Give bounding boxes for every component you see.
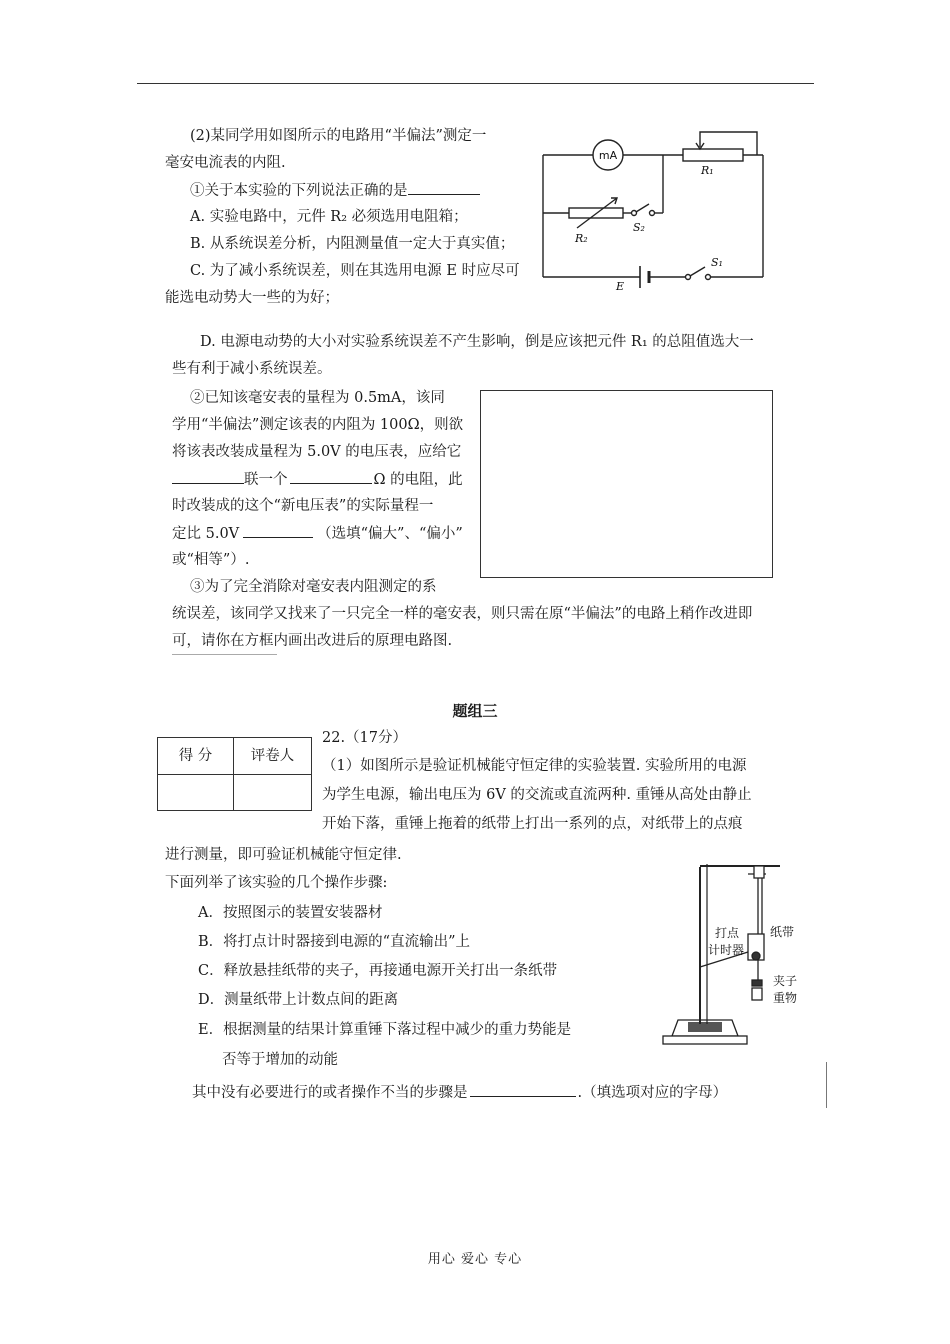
scan-line-fragment — [172, 654, 277, 655]
r1-label: R₁ — [701, 164, 714, 177]
q22-line-3: 开始下落，重锤上拖着的纸带上打出一系列的点，对纸带上的点痕 — [322, 816, 743, 832]
option-b: B. 从系统误差分析，内阻测量值一定大于真实值； — [190, 236, 515, 252]
step-e-line-1: E．根据测量的结果计算重锤下落过程中减少的重力势能是 — [198, 1022, 572, 1038]
q3-line-2: 统误差，该同学又找来了一只完全一样的毫安表，则只需在原“半偏法”的电路上稍作改进即 — [172, 606, 753, 622]
q2-line-7: 或“相等”）. — [172, 552, 250, 568]
q22-line-2: 为学生电源，输出电压为 6V 的交流或直流两种. 重锤从高处由静止 — [322, 787, 752, 803]
s2-label: S₂ — [633, 221, 645, 234]
weight-label: 重物 — [773, 991, 798, 1005]
e-label: E — [616, 280, 625, 293]
score-table — [157, 737, 312, 811]
step-c: C．释放悬挂纸带的夹子，再接通电源开关打出一条纸带 — [198, 963, 558, 979]
q2-line-1: ②已知该毫安表的量程为 0.5mA，该同 — [190, 390, 445, 406]
score-cell[interactable] — [158, 775, 233, 810]
q22-line-4: 进行测量，即可验证机械能守恒定律. — [165, 847, 402, 863]
section-title: 题组三 — [452, 702, 498, 720]
answer-blank-range[interactable] — [243, 523, 313, 538]
grader-cell[interactable] — [234, 775, 311, 810]
question-1: ①关于本实验的下列说法正确的是 — [190, 180, 480, 201]
answer-blank-q1[interactable] — [408, 180, 480, 195]
step-b: B．将打点计时器接到电源的“直流输出”上 — [198, 934, 470, 950]
q2-line-3: 将该表改装成量程为 5.0V 的电压表，应给它 — [172, 444, 462, 460]
clip-label: 夹子 — [773, 974, 798, 988]
circuit-drawing-box[interactable] — [480, 390, 773, 578]
intro-line-1: (2)某同学用如图所示的电路用“半偏法”测定一 — [190, 128, 487, 144]
scan-edge-line — [826, 1062, 827, 1108]
tape-label: 纸带 — [770, 925, 795, 939]
timer-label-line-1: 打点 — [715, 926, 740, 940]
q2-line-6: 定比 5.0V （选填“偏大”、“偏小” — [172, 523, 463, 544]
step-e-line-2: 否等于增加的动能 — [222, 1052, 338, 1068]
free-fall-apparatus-figure — [660, 852, 810, 1062]
r2-label: R₂ — [575, 232, 588, 245]
q3-line-1: ③为了完全消除对毫安表内阻测定的系 — [190, 579, 437, 595]
step-d: D．测量纸带上计数点间的距离 — [198, 992, 399, 1008]
intro-line-2: 毫安电流表的内阻. — [165, 155, 286, 171]
header-rule — [137, 83, 814, 84]
grader-header: 评卷人 — [250, 748, 295, 764]
q22-number: 22.（17分） — [322, 730, 408, 746]
q22-line-1: （1）如图所示是验证机械能守恒定律的实验装置. 实验所用的电源 — [322, 758, 747, 774]
q2-line-4: 联一个 Ω 的电阻，此 — [172, 469, 463, 490]
page-footer: 用心 爱心 专心 — [427, 1252, 523, 1267]
score-header: 得 分 — [178, 748, 213, 764]
answer-blank-connection[interactable] — [172, 469, 244, 484]
option-c-line-1: C. 为了减小系统误差，则在其选用电源 E 时应尽可 — [190, 263, 520, 279]
answer-blank-steps[interactable] — [470, 1082, 576, 1097]
s1-label: S₁ — [711, 256, 723, 269]
q22-line-5: 下面列举了该实验的几个操作步骤: — [165, 875, 388, 891]
option-d-line-2: 些有利于减小系统误差。 — [172, 361, 332, 377]
option-c-line-2: 能选电动势大一些的为好； — [165, 290, 339, 306]
option-a: A. 实验电路中，元件 R₂ 必须选用电阻箱； — [190, 209, 468, 225]
half-deflection-circuit-diagram — [535, 118, 775, 298]
option-d-line-1: D. 电源电动势的大小对实验系统误差不产生影响，倒是应该把元件 R₁ 的总阻值选大一 — [200, 334, 754, 350]
q22-answer-line: 其中没有必要进行的或者操作不当的步骤是 .（填选项对应的字母） — [192, 1082, 727, 1103]
q3-line-3: 可，请你在方框内画出改进后的原理电路图. — [172, 633, 453, 649]
milliammeter-label: mA — [598, 149, 618, 162]
step-a: A．按照图示的装置安装器材 — [198, 905, 383, 921]
timer-label-line-2: 计时器 — [708, 943, 745, 957]
q2-line-5: 时改装成的这个“新电压表”的实际量程一 — [172, 498, 434, 514]
q2-line-2: 学用“半偏法”测定该表的内阻为 100Ω，则欲 — [172, 417, 464, 433]
answer-blank-resistance[interactable] — [290, 469, 372, 484]
